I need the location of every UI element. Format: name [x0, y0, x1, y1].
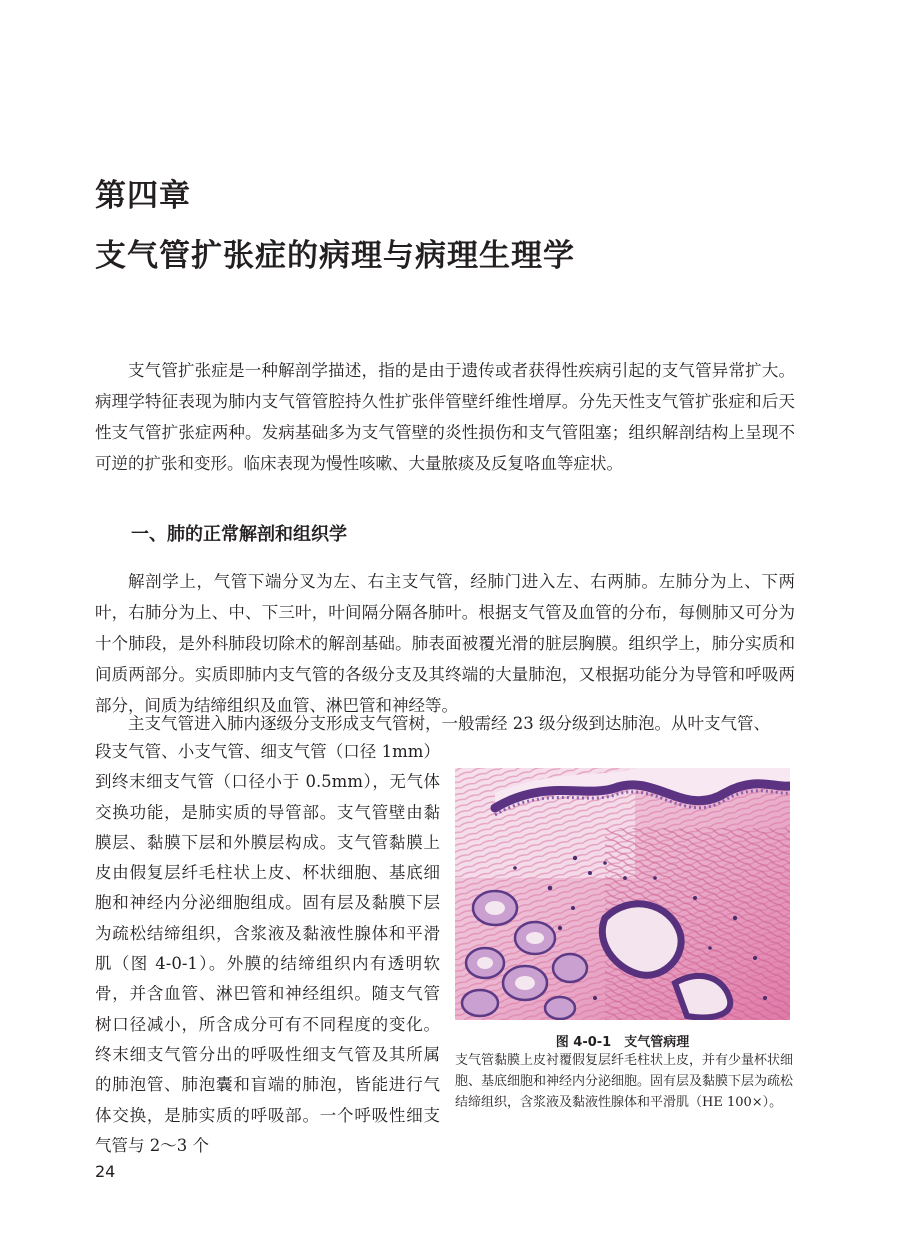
figure-caption: 支气管黏膜上皮衬覆假复层纤毛柱状上皮，并有少量杯状细胞、基底细胞和神经内分泌细胞。固有层及黏膜下层为疏松结缔组织，含浆液及黏液性腺体和平滑肌（HE 100×）。	[455, 1053, 794, 1110]
intro-paragraph: 支气管扩张症是一种解剖学描述，指的是由于遗传或者获得性疾病引起的支气管异常扩大。病理学特征表现为肺内支气管管腔持久性扩张伴管壁纤维性增厚。分先天性支气管扩张症和后天性支气管扩张症两种。发病基础多为支气管壁的炎性损伤和支气管阻塞；组织解剖结构上呈现不可逆的扩张和变形。临床表现为慢性咳嗽、大量脓痰及反复咯血等症状。	[95, 361, 795, 473]
figure-label: 图 4-0-1 支气管病理	[555, 1035, 690, 1050]
anatomy-paragraph: 解剖学上，气管下端分叉为左、右主支气管，经肺门进入左、右两肺。左肺分为上、下两叶，右肺分为上、中、下三叶，叶间隔分隔各肺叶。根据支气管及血管的分布，每侧肺又可分为十个肺段，是外科肺段切除术的解剖基础。肺表面被覆光滑的脏层胸膜。组织学上，肺分实质和间质两部分。实质即肺内支气管的各级分支及其终端的大量肺泡，又根据功能分为导管和呼吸两部分，间质为结缔组织及血管、淋巴管和神经等。	[95, 572, 795, 715]
chapter-number: 第四章	[95, 178, 191, 214]
chapter-title: 支气管扩张症的病理与病理生理学	[95, 238, 575, 274]
page-number: 24	[95, 1162, 116, 1181]
bronchial-tree-paragraph-first-line: 主支气管进入肺内逐级分支形成支气管树，一般需经 23 级分级到达肺泡。从叶支气管、	[128, 714, 770, 733]
bronchial-tree-paragraph-wrapped: 段支气管、小支气管、细支气管（口径 1mm）到终末细支气管（口径小于 0.5mm），无气体交换功能，是肺实质的导管部。支气管壁由黏膜层、黏膜下层和外膜层构成。支气管黏膜上皮由假复层纤毛柱状上皮、杯状细胞、基底细胞和神经内分泌细胞组成。固有层及黏膜下层为疏松结缔组织，含浆液及黏液性腺体和平滑肌（图 4-0-1）。外膜的结缔组织内有透明软骨，并含血管、淋巴管和神经组织。随支气管树口径减小，所含成分可有不同程度的变化。终末细支气管分出的呼吸性细支气管及其所属的肺泡管、肺泡囊和盲端的肺泡，皆能进行气体交换，是肺实质的呼吸部。一个呼吸性细支气管与 2～3 个	[95, 742, 440, 1155]
histology-micrograph	[455, 768, 790, 1020]
section-heading: 一、肺的正常解剖和组织学	[131, 524, 347, 545]
histology-figure	[455, 768, 790, 1020]
